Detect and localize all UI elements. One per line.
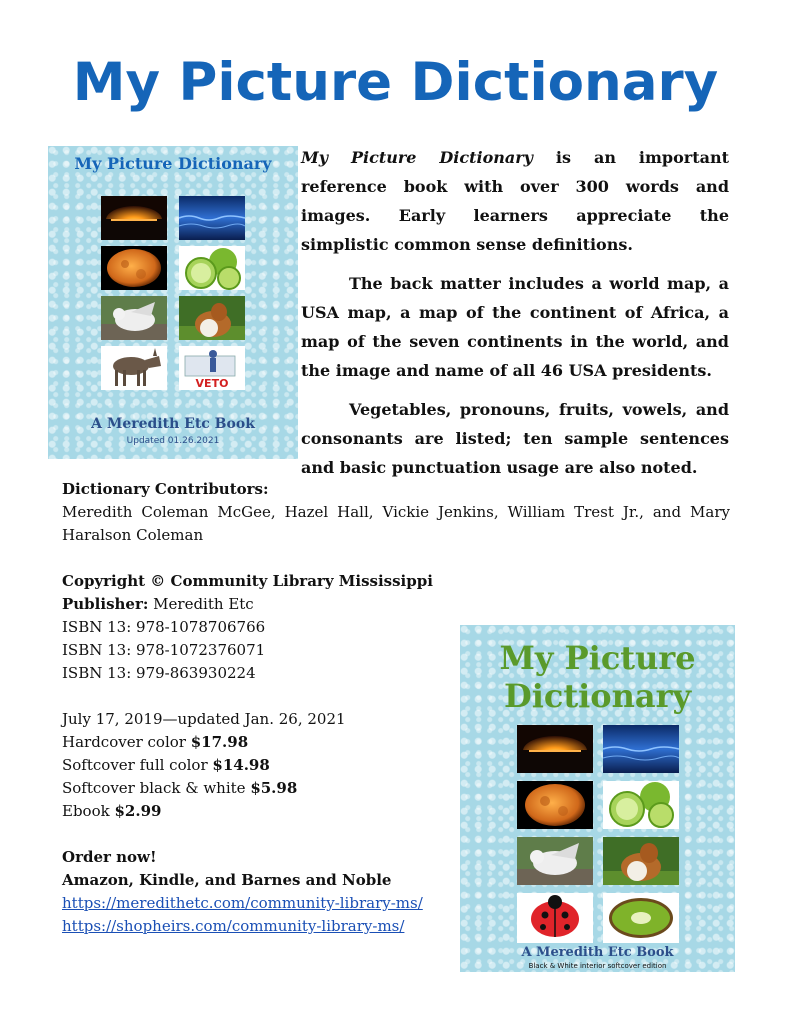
edition-label: Softcover full color — [62, 756, 213, 774]
dove-image — [101, 296, 167, 340]
edition-price: $14.98 — [212, 756, 270, 774]
order-heading: Order now! — [62, 848, 157, 866]
limes-image — [603, 781, 679, 829]
kiwi-image — [603, 893, 679, 943]
cover-updated: Updated 01.26.2021 — [126, 436, 220, 446]
contributors-heading: Dictionary Contributors: — [62, 480, 269, 498]
moon-image — [517, 781, 593, 829]
sunset-image — [517, 725, 593, 773]
edition-label: Hardcover color — [62, 733, 191, 751]
order-stores: Amazon, Kindle, and Barnes and Noble — [62, 871, 392, 889]
isbn-line: ISBN 13: 979-863930224 — [62, 664, 256, 682]
edition-price: $17.98 — [190, 733, 249, 751]
sunset-image — [101, 196, 167, 240]
cover-image-grid — [101, 196, 247, 396]
description-paragraph-2: The back matter includes a world map, a USA map, a map of the continent of Africa, a map of the seven continents in the world, and the image and name of all 46 USA presidents. — [301, 274, 729, 380]
order-link-meredithetc[interactable]: https://meredithetc.com/community-library-ms/ — [62, 894, 423, 912]
book-cover-softcover — [460, 625, 735, 972]
publisher-label: Publisher: — [62, 595, 149, 613]
edition-label: Ebook — [62, 802, 115, 820]
cover-title-line: Dictionary — [503, 677, 692, 715]
ladybug-image — [517, 893, 593, 943]
contributors-names: Meredith Coleman McGee, Hazel Hall, Vickie Jenkins, William Trest Jr., and Mary Haralson Coleman — [62, 503, 730, 544]
description-text: is an important reference book with over 300 words and images. Early learners appreciate the simplistic common sense definitions. — [301, 148, 729, 254]
veto-image — [179, 346, 245, 390]
donkey-image — [101, 346, 167, 390]
collie-image — [179, 296, 245, 340]
ocean-image — [179, 196, 245, 240]
book-description — [301, 143, 729, 482]
collie-image — [603, 837, 679, 885]
cover-title — [460, 639, 735, 715]
book-cover-front — [48, 146, 298, 459]
publisher-line — [62, 593, 730, 616]
edition-price: $5.98 — [250, 779, 298, 797]
publisher-value: Meredith Etc — [148, 595, 254, 613]
edition-date: July 17, 2019—updated Jan. 26, 2021 — [62, 710, 346, 728]
page-title: My Picture Dictionary — [72, 52, 719, 113]
ocean-image — [603, 725, 679, 773]
isbn-line: ISBN 13: 978-1072376071 — [62, 641, 266, 659]
limes-image — [179, 246, 245, 290]
order-link-shopheirs[interactable]: https://shopheirs.com/community-library-ms/ — [62, 917, 405, 935]
svg-text:VETO: VETO — [195, 377, 229, 390]
copyright-line: Copyright © Community Library Mississippi — [62, 572, 433, 590]
cover-image-grid — [517, 725, 679, 945]
cover-title: My Picture Dictionary — [74, 154, 272, 173]
edition-price: $2.99 — [114, 802, 162, 820]
cover-subtitle: Black & White interior softcover edition — [528, 962, 667, 970]
cover-brand: A Meredith Etc Book — [521, 945, 674, 960]
description-paragraph-3: Vegetables, pronouns, fruits, vowels, and consonants are listed; ten sample sentences and basic punctuation usage are also noted. — [301, 400, 729, 477]
cover-title-line: My Picture — [499, 639, 696, 677]
isbn-line: ISBN 13: 978-1078706766 — [62, 618, 266, 636]
cover-brand: A Meredith Etc Book — [91, 416, 255, 432]
description-paragraph-1 — [301, 143, 729, 259]
book-title-italic: My Picture Dictionary — [301, 148, 533, 167]
edition-label: Softcover black & white — [62, 779, 251, 797]
dove-image — [517, 837, 593, 885]
moon-image — [101, 246, 167, 290]
